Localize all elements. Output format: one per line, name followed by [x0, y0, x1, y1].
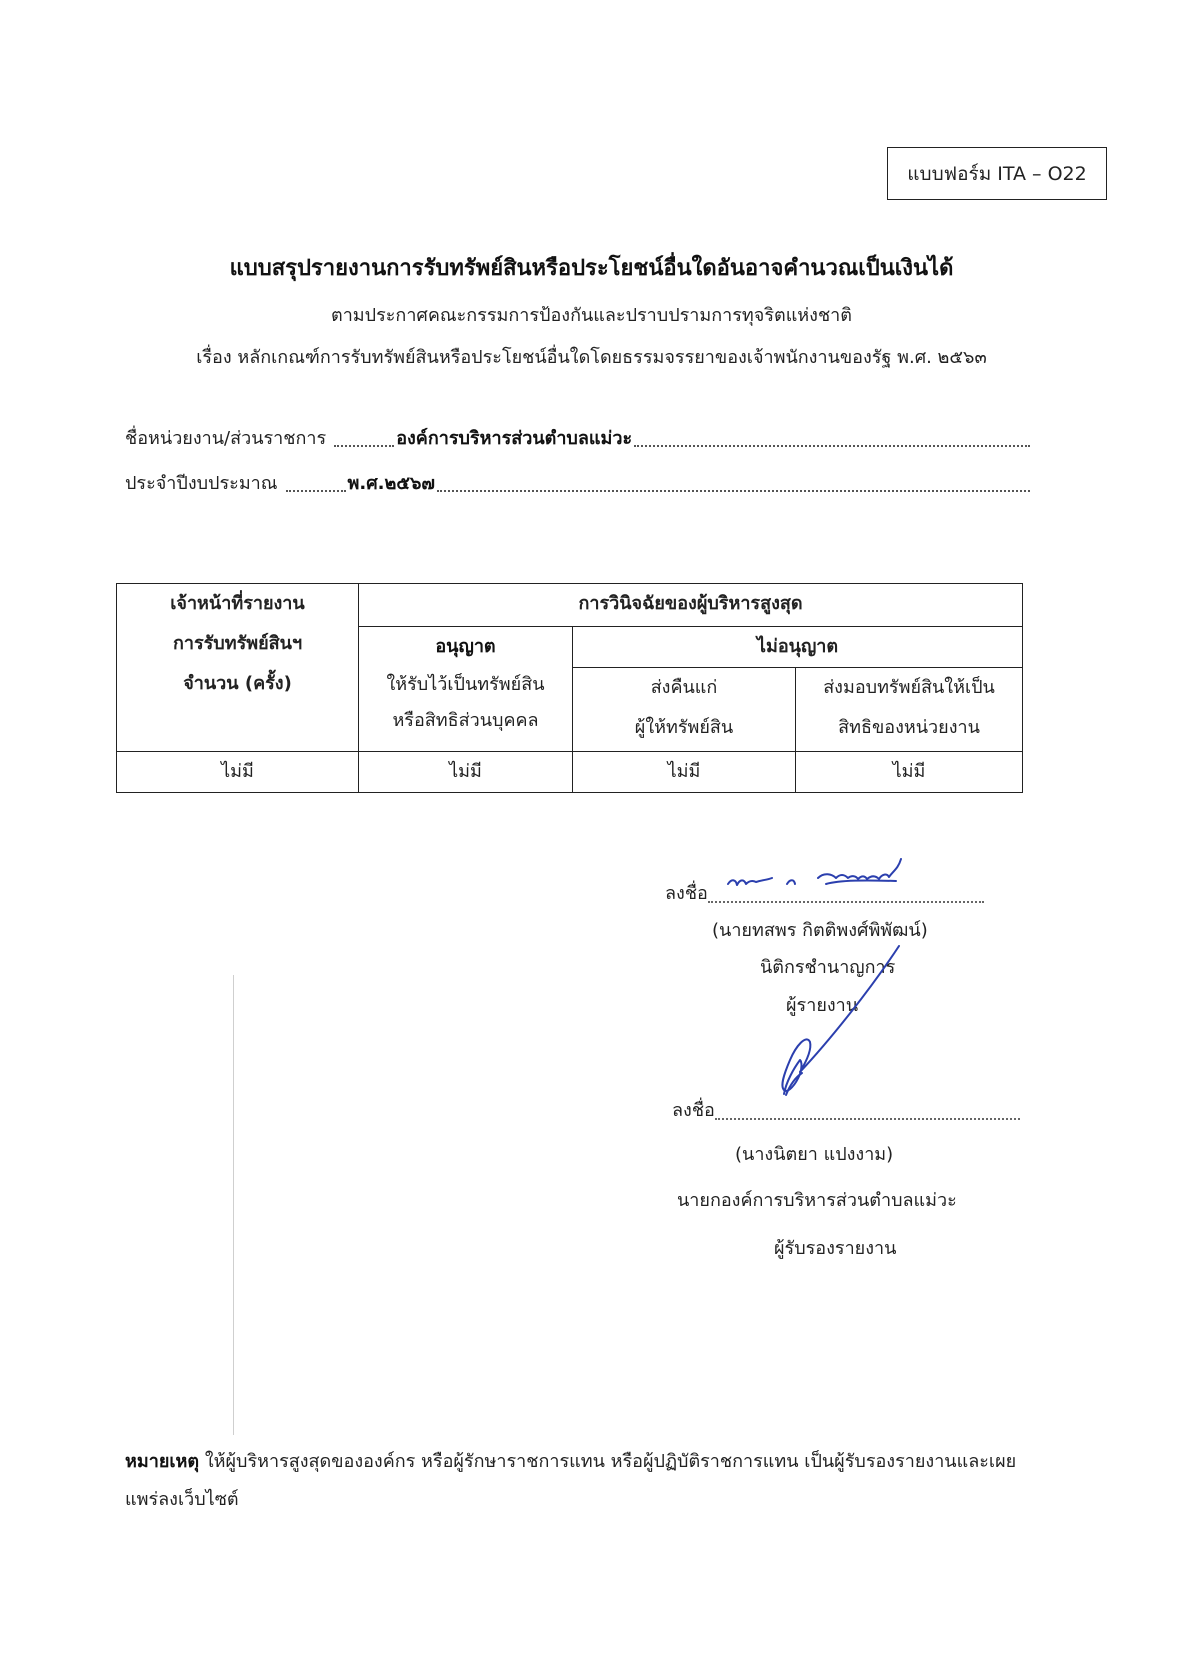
allow-header-cell [359, 627, 573, 752]
budget-year-value: พ.ศ.๒๕๖๗ [347, 473, 435, 494]
signature-dotted-line [708, 901, 984, 903]
agency-value: องค์การบริหารส่วนตำบลแม่วะ [396, 428, 633, 449]
budget-year-field [125, 467, 1030, 497]
decision-header: การวินิจฉัยของผู้บริหารสูงสุด [359, 584, 1023, 627]
dotted-leader [286, 490, 346, 492]
signature-dotted-line [715, 1118, 1020, 1120]
note-label: หมายเหตุ [125, 1451, 200, 1472]
header-line: เจ้าหน้าที่รายงาน [170, 593, 305, 614]
form-code-box [887, 147, 1107, 200]
table-cell: ไม่มี [573, 752, 796, 793]
allow-sub-line: หรือสิทธิส่วนบุคคล [392, 710, 539, 731]
sign-label: ลงชื่อ [665, 883, 708, 904]
dotted-leader [437, 490, 1030, 492]
note-text: ให้ผู้บริหารสูงสุดขององค์กร หรือผู้รักษาราชการแทน หรือผู้ปฏิบัติราชการแทน เป็นผู้รับรองรายงานและเผยแพร่ลงเว็บไซต์ [125, 1451, 1017, 1510]
dotted-leader [634, 445, 1030, 447]
dotted-leader [334, 445, 394, 447]
reported-count-header [117, 584, 359, 752]
gift-report-table [116, 583, 1023, 793]
deny-return-header [573, 668, 796, 752]
approver-position: นายกองค์การบริหารส่วนตำบลแม่วะ [677, 1190, 957, 1211]
budget-year-label: ประจำปีงบประมาณ [125, 473, 278, 494]
approver-sign-line [672, 1095, 1020, 1124]
table-cell: ไม่มี [117, 752, 359, 793]
reporter-name: (นายทสพร กิตติพงศ์พิพัฒน์) [712, 920, 928, 941]
sign-label: ลงชื่อ [672, 1100, 715, 1121]
sub-header-line: ส่งมอบทรัพย์สินให้เป็น [823, 677, 995, 698]
reporter-position: นิติกรชำนาญการ [760, 957, 896, 978]
document-title: แบบสรุปรายงานการรับทรัพย์สินหรือประโยชน์อื่นใดอันอาจคำนวณเป็นเงินได้ [229, 256, 954, 281]
approver-name: (นางนิตยา แปงงาม) [735, 1144, 894, 1165]
table-cell: ไม่มี [796, 752, 1023, 793]
table-row [117, 752, 1023, 793]
reporter-role: ผู้รายงาน [786, 995, 859, 1016]
form-code-label: แบบฟอร์ม ITA – O22 [907, 162, 1087, 185]
reporter-sign-line [665, 878, 984, 907]
allow-header: อนุญาต [435, 636, 496, 657]
deny-transfer-header [796, 668, 1023, 752]
sub-header-line: ส่งคืนแก่ [650, 677, 718, 698]
deny-header: ไม่อนุญาต [573, 627, 1023, 668]
allow-sub-line: ให้รับไว้เป็นทรัพย์สิน [386, 674, 545, 695]
document-subtitle-2: เรื่อง หลักเกณฑ์การรับทรัพย์สินหรือประโยชน์อื่นใดโดยธรรมจรรยาของเจ้าพนักงานของรัฐ พ.ศ. ๒๕๖๓ [196, 347, 987, 368]
document-subtitle-1: ตามประกาศคณะกรรมการป้องกันและปราบปรามการทุจริตแห่งชาติ [331, 305, 852, 326]
sub-header-line: ผู้ให้ทรัพย์สิน [634, 717, 734, 738]
table-cell: ไม่มี [359, 752, 573, 793]
agency-label: ชื่อหน่วยงาน/ส่วนราชการ [125, 428, 327, 449]
header-line: จำนวน (ครั้ง) [183, 673, 292, 694]
agency-field [125, 422, 1030, 452]
scan-margin-line [233, 975, 234, 1435]
header-line: การรับทรัพย์สินฯ [172, 633, 303, 654]
footnote [125, 1443, 1045, 1519]
sub-header-line: สิทธิของหน่วยงาน [838, 717, 980, 738]
approver-role: ผู้รับรองรายงาน [774, 1238, 897, 1259]
